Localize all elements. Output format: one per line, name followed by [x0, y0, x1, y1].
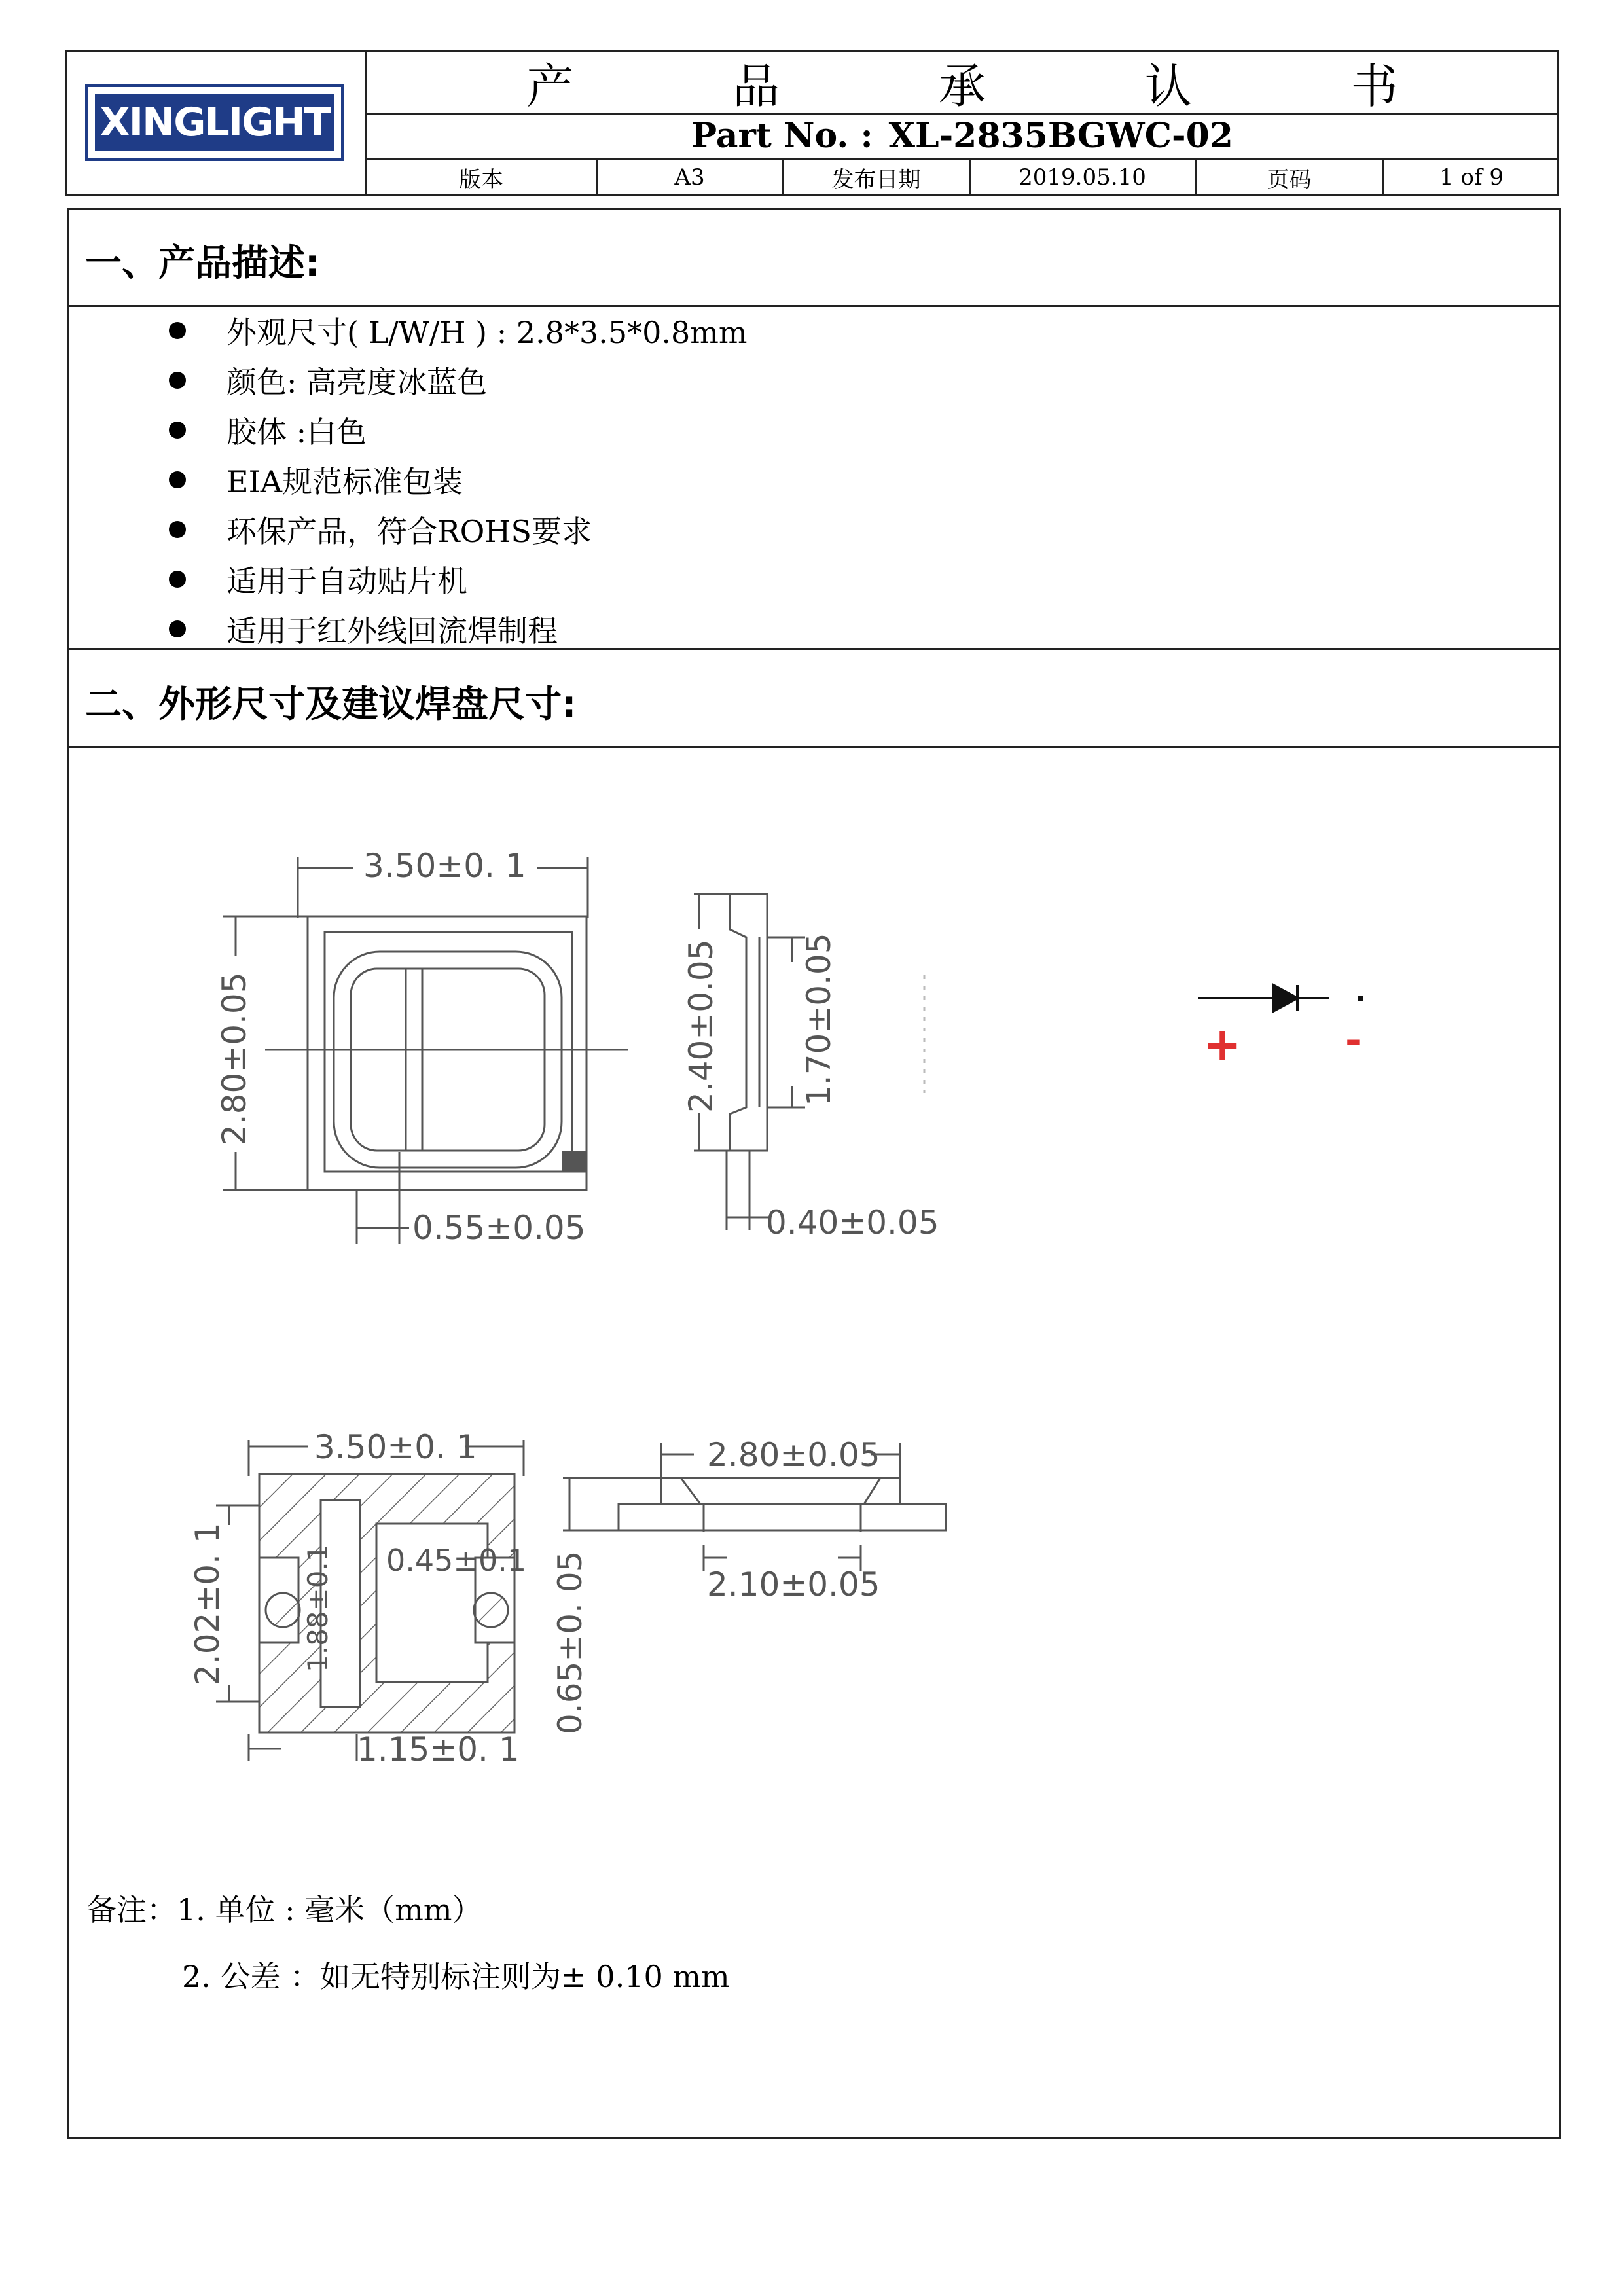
list-item-text: 颜色: 高亮度冰蓝色 — [226, 365, 488, 400]
top-pad-label: 0.55±0.05 — [412, 1209, 586, 1247]
date-label: 发布日期 — [831, 166, 921, 193]
date-value: 2019.05.10 — [1019, 164, 1146, 190]
bottom-view-drawing — [216, 1440, 527, 1761]
bottom-pad-label: 1.15±0. 1 — [357, 1731, 520, 1768]
profile-bottom-label: 2.10±0.05 — [707, 1566, 880, 1604]
part-number-label: Part No. : — [691, 115, 873, 156]
list-item-text: 外观尺寸( L/W/H ) : 2.8*3.5*0.8mm — [226, 315, 748, 350]
bottom-width-label: 3.50±0. 1 — [314, 1428, 477, 1466]
list-item-text: 适用于自动贴片机 — [226, 564, 467, 599]
top-view-drawing — [223, 857, 628, 1244]
version-value: A3 — [674, 164, 705, 190]
bottom-gap-label: 0.45±0.1 — [386, 1543, 527, 1578]
section2-title: 二、外形尺寸及建议焊盘尺寸: — [85, 683, 577, 726]
top-height-label: 2.80±0.05 — [215, 972, 253, 1145]
polarity-minus-label: - — [1345, 1018, 1362, 1064]
list-item-text: 胶体 :白色 — [226, 414, 367, 450]
bottom-inner-height-label: 1.88±0.1 — [302, 1544, 334, 1672]
page-label: 页码 — [1267, 166, 1312, 193]
diode-symbol — [1198, 985, 1363, 1011]
version-label: 版本 — [459, 166, 503, 193]
list-item-text: EIA规范标准包装 — [226, 464, 463, 499]
part-number-value: XL-2835BGWC-02 — [888, 115, 1233, 156]
polarity-plus-label: + — [1203, 1018, 1242, 1071]
profile-height-label: 0.65±0. 05 — [551, 1551, 589, 1734]
document-title: 产 品 承 认 书 — [526, 59, 1470, 114]
profile-top-label: 2.80±0.05 — [707, 1436, 880, 1474]
list-item-text: 适用于红外线回流焊制程 — [226, 613, 558, 649]
note-line-2: 2. 公差 ：如无特别标注则为± 0.10 mm — [182, 1959, 730, 1994]
side-outer-height-label: 2.40±0.05 — [682, 939, 720, 1113]
top-width-label: 3.50±0. 1 — [363, 847, 526, 885]
section1-title: 一、产品描述: — [85, 242, 320, 285]
brand-logo-text: XINGLIGHT — [95, 94, 334, 151]
page-value: 1 of 9 — [1439, 164, 1504, 190]
side-inner-height-label: 1.70±0.05 — [800, 933, 838, 1106]
list-item-text: 环保产品，符合ROHS要求 — [226, 514, 592, 549]
bottom-height-label: 2.02±0. 1 — [189, 1522, 226, 1685]
side-thickness-label: 0.40±0.05 — [766, 1204, 939, 1242]
note-line-1: 备注：1. 单位 : 毫米（mm） — [86, 1892, 482, 1928]
